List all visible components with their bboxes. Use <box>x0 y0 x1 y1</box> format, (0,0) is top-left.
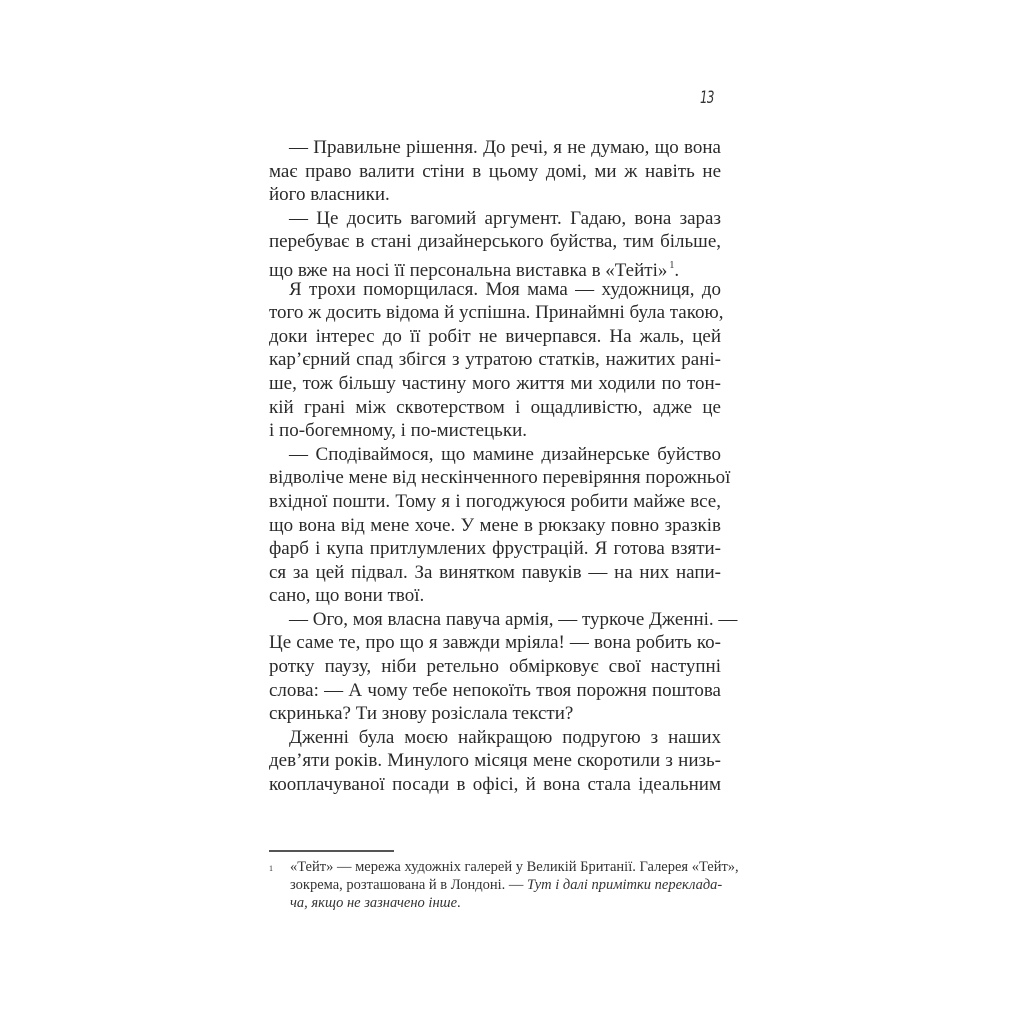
paragraph <box>269 207 721 281</box>
text-line: Дженні була моєю найкращою подругою з наших <box>289 726 721 748</box>
text-line: сано, що вони твої. <box>269 585 425 607</box>
text-line: дев’яти років. Минулого місяця мене скоротили з низь- <box>269 750 721 772</box>
translator-note: Тут і далі примітки переклада- <box>527 877 723 893</box>
footnote-reference[interactable]: 1 <box>669 259 675 271</box>
text-line: доки інтерес до її робіт не вичерпався. На жаль, цей <box>269 325 721 347</box>
text-line: Я трохи поморщилася. Моя мама — художниця, до <box>289 278 721 300</box>
text-line: ротку паузу, ніби ретельно обмірковує свої наступні <box>269 656 721 678</box>
text-segment: що вже на носі її персональна виставка в «Тейті» <box>269 259 668 281</box>
footnote-marker: 1 <box>269 864 273 873</box>
text-line: скринька? Ти знову розіслала тексти? <box>269 703 574 725</box>
text-line: — Це досить вагомий аргумент. Гадаю, вона зараз <box>289 207 721 229</box>
text-line: його власники. <box>269 184 390 206</box>
paragraph <box>269 608 738 726</box>
text-line: кар’єрний спад збігся з утратою статків, нажитих рані- <box>269 349 721 371</box>
footnote-text: . <box>457 895 461 911</box>
text-line: і по-богемному, і по-мистецьки. <box>269 420 527 442</box>
period: . <box>674 259 680 281</box>
text-line: Це саме те, про що я завжди мріяла! — вона робить ко- <box>269 632 721 654</box>
footnote-text: зокрема, розташована й в Лондоні. — <box>290 877 528 893</box>
footnote-line: «Тейт» — мережа художніх галерей у Великій Британії. Галерея «Тейт», <box>290 859 739 875</box>
text-line: ше, тож більшу частину мого життя ми ходили по тон- <box>269 372 721 394</box>
footnote-line <box>290 894 721 912</box>
text-line: відволіче мене від нескінченного перевіряння порожньої <box>269 467 731 489</box>
paragraph <box>269 726 721 797</box>
paragraph <box>269 278 724 443</box>
text-line <box>269 254 721 281</box>
paragraph <box>269 443 731 608</box>
text-line: що вона від мене хоче. У мене в рюкзаку повно зразків <box>269 514 721 536</box>
text-line: слова: — А чому тебе непокоїть твоя порожня поштова <box>269 679 721 701</box>
text-line: вхідної пошти. Тому я і погоджуюся робити майже все, <box>269 490 721 512</box>
text-line: — Ого, моя власна павуча армія, — туркоче Дженні. — <box>289 608 738 630</box>
text-line: — Сподіваймося, що мамине дизайнерське буйство <box>289 443 721 465</box>
text-line: ся за цей підвал. За винятком павуків — на них напи- <box>269 561 721 583</box>
text-line: — Правильне рішення. До речі, я не думаю, що вона <box>289 137 721 158</box>
text-line: має право валити стіни в цьому домі, ми ж навіть не <box>269 160 721 182</box>
footnote-line <box>290 876 721 894</box>
body-text <box>269 136 738 797</box>
translator-note: ча, якщо не зазначено інше <box>290 895 458 911</box>
text-line: кій грані між сквотерством і ощадливістю, адже це <box>269 396 721 418</box>
footnote-divider <box>269 850 394 852</box>
text-line: того ж досить відома й успішна. Принаймні була такою, <box>269 302 724 324</box>
page-number: 13 <box>700 88 714 108</box>
text-line: перебуває в стані дизайнерського буйства, тим більше, <box>269 231 721 253</box>
text-line: кооплачуваної посади в офісі, й вона стала ідеальним <box>269 774 721 796</box>
footnote-body <box>290 858 739 912</box>
footnote <box>269 858 739 912</box>
paragraph <box>269 136 721 207</box>
text-line: фарб і купа притлумлених фрустрацій. Я готова взяти- <box>269 538 721 560</box>
